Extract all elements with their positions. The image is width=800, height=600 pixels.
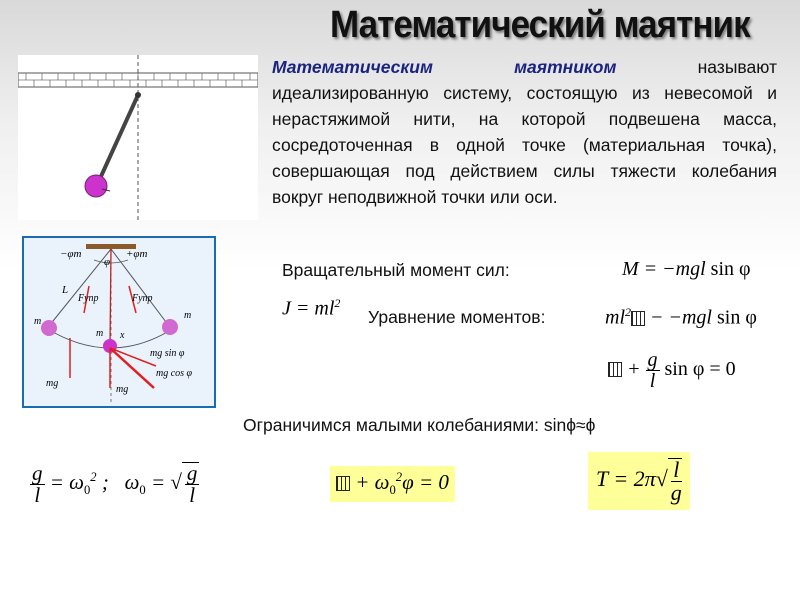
pendulum-svg — [18, 55, 258, 220]
pendulum-illustration — [18, 55, 258, 220]
diagram-label-mg-sin: mg sin φ — [150, 348, 185, 359]
phi-double-dot-icon — [608, 362, 622, 377]
diagram-label-mg-center: mg — [116, 384, 129, 395]
diagram-label-phi-m-left: −φm — [60, 248, 82, 260]
diagram-label-m-left: m — [34, 316, 42, 327]
diagram-label-phi-m-right: +φm — [126, 248, 148, 260]
diagram-label-f-right: Fупр — [132, 293, 153, 304]
formula-reduced: + $\frac{g}{l}$ sin φ = 0 — [608, 350, 736, 391]
torque-label: Вращательный момент сил: — [282, 260, 510, 280]
formula-moments: $ml^2 - -mgl$ sin φ — [605, 305, 757, 329]
diagram-label-phi: φ — [104, 256, 111, 268]
definition-body: называют идеализированную систему, состоящую из невесомой и нерастяжимой нити, на которой подвешена масса, сосредоточенная в одной точке (материальная точка), совершающая под действием силы тяжести колебания вокруг неподвижной точки или оси. — [272, 57, 777, 207]
diagram-label-x: x — [120, 330, 125, 341]
diagram-label-m-center: m — [96, 328, 104, 339]
formula-harmonic: + $\omega_0^2\varphi = 0$ — [330, 466, 455, 502]
formula-period: T = 2π√ $\frac{l}{g}$ — [588, 452, 690, 510]
diagram-label-mg-left: mg — [46, 378, 59, 389]
formula-omega: $\frac{g}{l}$ = $\omega_0^2$ ; $\omega_0$ = √ $\frac{g}{l}$ — [32, 460, 198, 507]
phi-double-dot-icon — [631, 311, 645, 326]
diagram-label-L: L — [62, 284, 69, 296]
diagram-label-mg-cos: mg cos φ — [156, 368, 193, 379]
moments-label: Уравнение моментов: — [368, 307, 546, 327]
phi-double-dot-icon — [336, 476, 350, 491]
diagram-label-m-right: m — [184, 310, 192, 321]
page-title: Математический маятник — [330, 4, 750, 46]
small-oscillations-label: Ограничимся малыми колебаниями: sinϕ≈ϕ — [243, 415, 596, 435]
definition-text — [272, 54, 777, 210]
formula-torque: M = −mgl sin φ — [622, 258, 751, 280]
formula-inertia: $J = ml^2$ — [282, 296, 341, 320]
definition-term: Математическим маятником — [272, 57, 617, 77]
force-diagram — [22, 236, 216, 408]
diagram-label-f-left: Fупр — [78, 293, 99, 304]
